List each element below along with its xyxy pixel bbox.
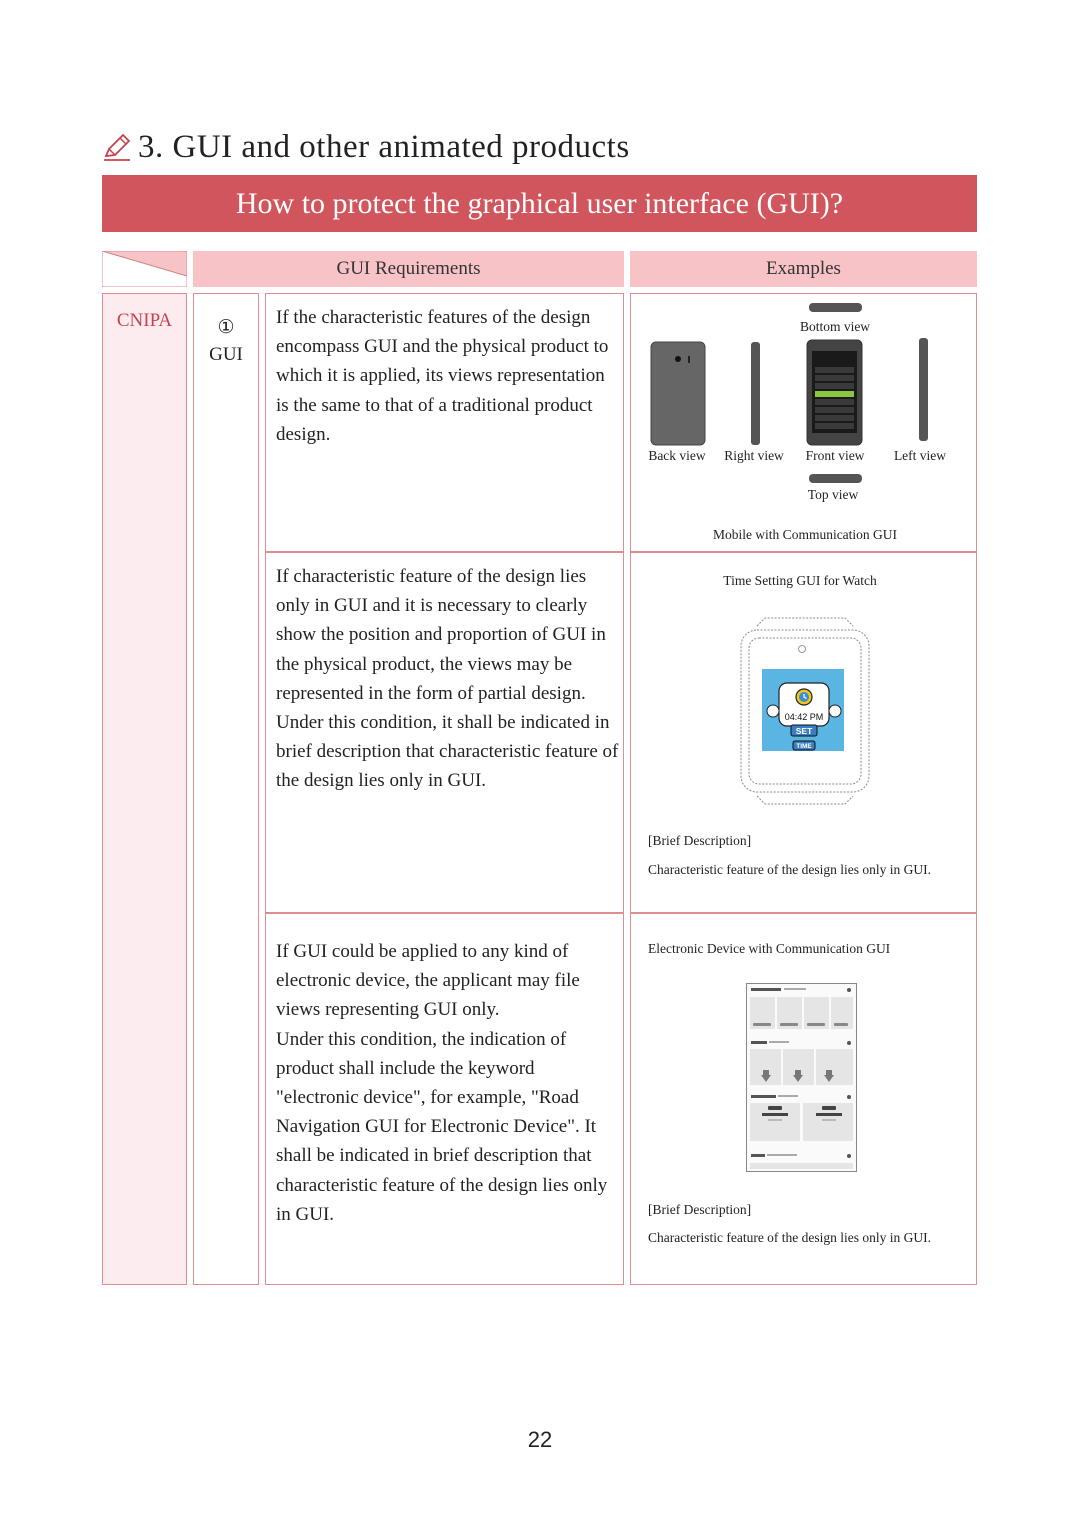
requirement-text-1: If the characteristic features of the design encompass GUI and the physical product to which it is applied, its views representation is the same to that of a traditional product design.: [276, 307, 609, 445]
example-caption-1: Mobile with Communication GUI: [712, 527, 898, 542]
watch-time-label: TIME: [796, 743, 812, 750]
brief-text-3: Characteristic feature of the design lies only in GUI.: [648, 1230, 932, 1245]
right-view-shape: [751, 342, 760, 445]
requirement-text-3: [276, 937, 616, 1229]
requirement-text-2: [276, 562, 621, 796]
watch-set-text: SET: [795, 726, 813, 736]
page-number: 22: [527, 1427, 553, 1452]
label-back-view: Back view: [648, 448, 706, 463]
requirement-3-para-2: Under this condition, the indication of product shall include the keyword "electronic device", for example, "Road Navigation GUI for Electronic Device". It shall be indicated in brief description that characteristic feature of the design lies only in GUI.: [276, 1028, 608, 1225]
question-banner: How to protect the graphical user interface (GUI)?: [102, 175, 977, 232]
corner-diagonal: [102, 251, 187, 287]
requirement-3-para-1: If GUI could be applied to any kind of electronic device, the applicant may file views representing GUI only.: [276, 941, 580, 1021]
label-bottom-view: Bottom view: [799, 319, 871, 334]
gui-column: [193, 293, 259, 1285]
pencil-icon: [102, 132, 132, 162]
item-label: GUI: [209, 344, 243, 365]
label-right-view: Right view: [724, 448, 784, 463]
item-number: ①: [217, 317, 235, 338]
brief-label-3: [Brief Description]: [648, 1202, 752, 1217]
brief-label-2: [Brief Description]: [648, 833, 752, 848]
cnipa-label: CNIPA: [116, 310, 173, 331]
left-view-shape: [919, 338, 928, 441]
bottom-view-shape: [809, 303, 862, 312]
gui-item-label: [194, 314, 258, 368]
watch-time-text: 04:42 PM: [784, 712, 824, 722]
header-gui-requirements: GUI Requirements: [193, 251, 624, 287]
label-front-view: Front view: [805, 448, 865, 463]
label-left-view: Left view: [893, 448, 947, 463]
requirement-2-para-1: If characteristic feature of the design lies only in GUI and it is necessary to clearly show the position and proportion of GUI in the physical product, the views may be represented in the form of partial design.: [276, 566, 606, 704]
label-top-view: Top view: [807, 487, 859, 502]
brief-text-2: Characteristic feature of the design lies only in GUI.: [648, 862, 932, 877]
requirement-2-para-2: Under this condition, it shall be indicated in brief description that characteristic feature of the design lies only in GUI.: [276, 712, 619, 792]
example-title-2: Time Setting GUI for Watch: [723, 573, 877, 588]
section-heading: [102, 122, 630, 172]
device-screen-illustration: [746, 983, 857, 1172]
watch-illustration: [735, 616, 875, 806]
cnipa-column: [102, 293, 187, 1285]
example-title-3: Electronic Device with Communication GUI: [648, 941, 891, 956]
header-examples: Examples: [630, 251, 977, 287]
section-title: 3. GUI and other animated products: [138, 128, 630, 165]
table-corner-cell: [102, 251, 187, 287]
top-view-shape: [809, 474, 862, 483]
